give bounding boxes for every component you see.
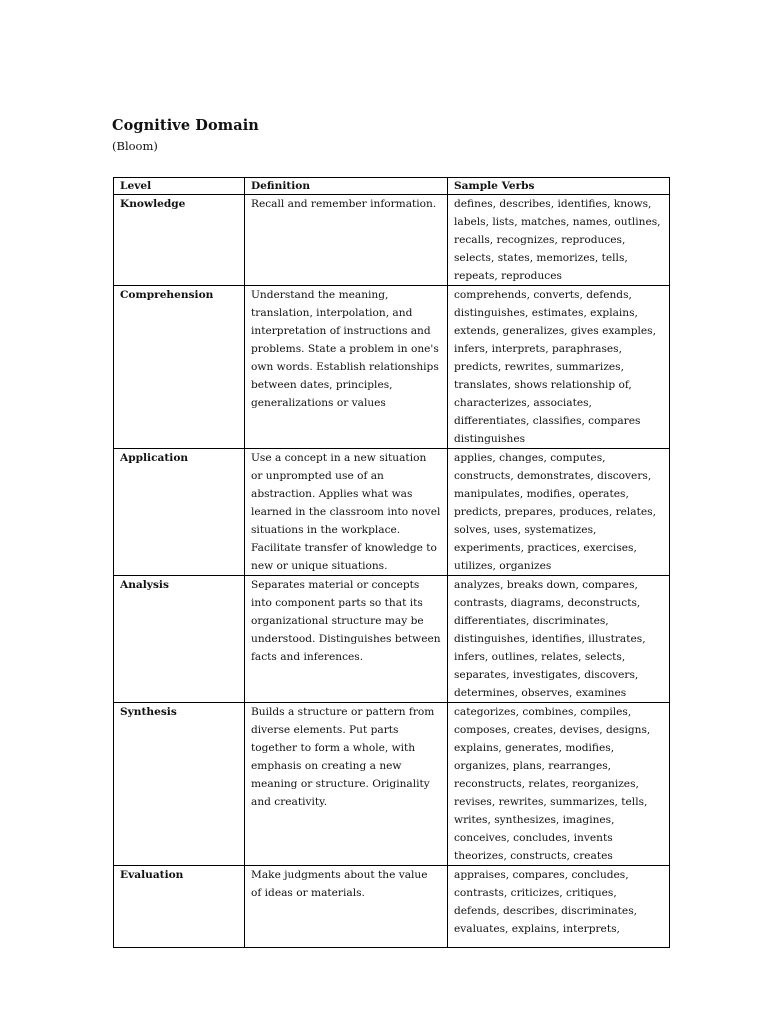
header-level: Level: [114, 178, 245, 195]
definition-cell: Recall and remember information.: [245, 195, 448, 286]
sample-verbs-cell: defines, describes, identifies, knows, labels, lists, matches, names, outlines, recalls, recognizes, reproduces, selects, states, memorizes, tells, repeats, reproduces: [448, 195, 670, 286]
definition-cell: Use a concept in a new situation or unprompted use of an abstraction. Applies what was learned in the classroom into novel situations in the workplace. Facilitate transfer of knowledge to new or unique situations.: [245, 449, 448, 576]
level-cell: Synthesis: [114, 703, 245, 866]
level-cell: Analysis: [114, 576, 245, 703]
level-cell: Comprehension: [114, 286, 245, 449]
sample-verbs-cell: applies, changes, computes, constructs, demonstrates, discovers, manipulates, modifies, operates, predicts, prepares, produces, relates, solves, uses, systematizes, experiments, practices, exercises, utilizes, organizes: [448, 449, 670, 576]
definition-cell: Understand the meaning, translation, interpolation, and interpretation of instructions and problems. State a problem in one's own words. Establish relationships between dates, principles, generalizations or values: [245, 286, 448, 449]
table-row: [114, 449, 670, 576]
definition-cell: Separates material or concepts into component parts so that its organizational structure may be understood. Distinguishes between facts and inferences.: [245, 576, 448, 703]
level-cell: Evaluation: [114, 866, 245, 948]
header-definition: Definition: [245, 178, 448, 195]
header-sample-verbs: Sample Verbs: [448, 178, 670, 195]
page-title: Cognitive Domain: [112, 117, 259, 134]
level-cell: Application: [114, 449, 245, 576]
sample-verbs-cell: categorizes, combines, compiles, composes, creates, devises, designs, explains, generates, modifies, organizes, plans, rearranges, reconstructs, relates, reorganizes, revises, rewrites, summarizes, tells, writes, synthesizes, imagines, conceives, concludes, invents theorizes, constructs, creates: [448, 703, 670, 866]
level-cell: Knowledge: [114, 195, 245, 286]
table-row: [114, 866, 670, 948]
definition-cell: Builds a structure or pattern from diverse elements. Put parts together to form a whole, with emphasis on creating a new meaning or structure. Originality and creativity.: [245, 703, 448, 866]
table-row: [114, 703, 670, 866]
bloom-taxonomy-table: [113, 177, 670, 948]
sample-verbs-cell: appraises, compares, concludes, contrasts, criticizes, critiques, defends, describes, discriminates, evaluates, explains, interprets,: [448, 866, 670, 948]
table-header-row: [114, 178, 670, 195]
definition-cell: Make judgments about the value of ideas or materials.: [245, 866, 448, 948]
table-row: [114, 576, 670, 703]
table-row: [114, 286, 670, 449]
page-subtitle: (Bloom): [112, 139, 158, 153]
sample-verbs-cell: comprehends, converts, defends, distinguishes, estimates, explains, extends, generalizes, gives examples, infers, interprets, paraphrases, predicts, rewrites, summarizes, translates, shows relationship of, characterizes, associates, differentiates, classifies, compares distinguishes: [448, 286, 670, 449]
sample-verbs-cell: analyzes, breaks down, compares, contrasts, diagrams, deconstructs, differentiates, discriminates, distinguishes, identifies, illustrates, infers, outlines, relates, selects, separates, investigates, discovers, determines, observes, examines: [448, 576, 670, 703]
table-row: [114, 195, 670, 286]
